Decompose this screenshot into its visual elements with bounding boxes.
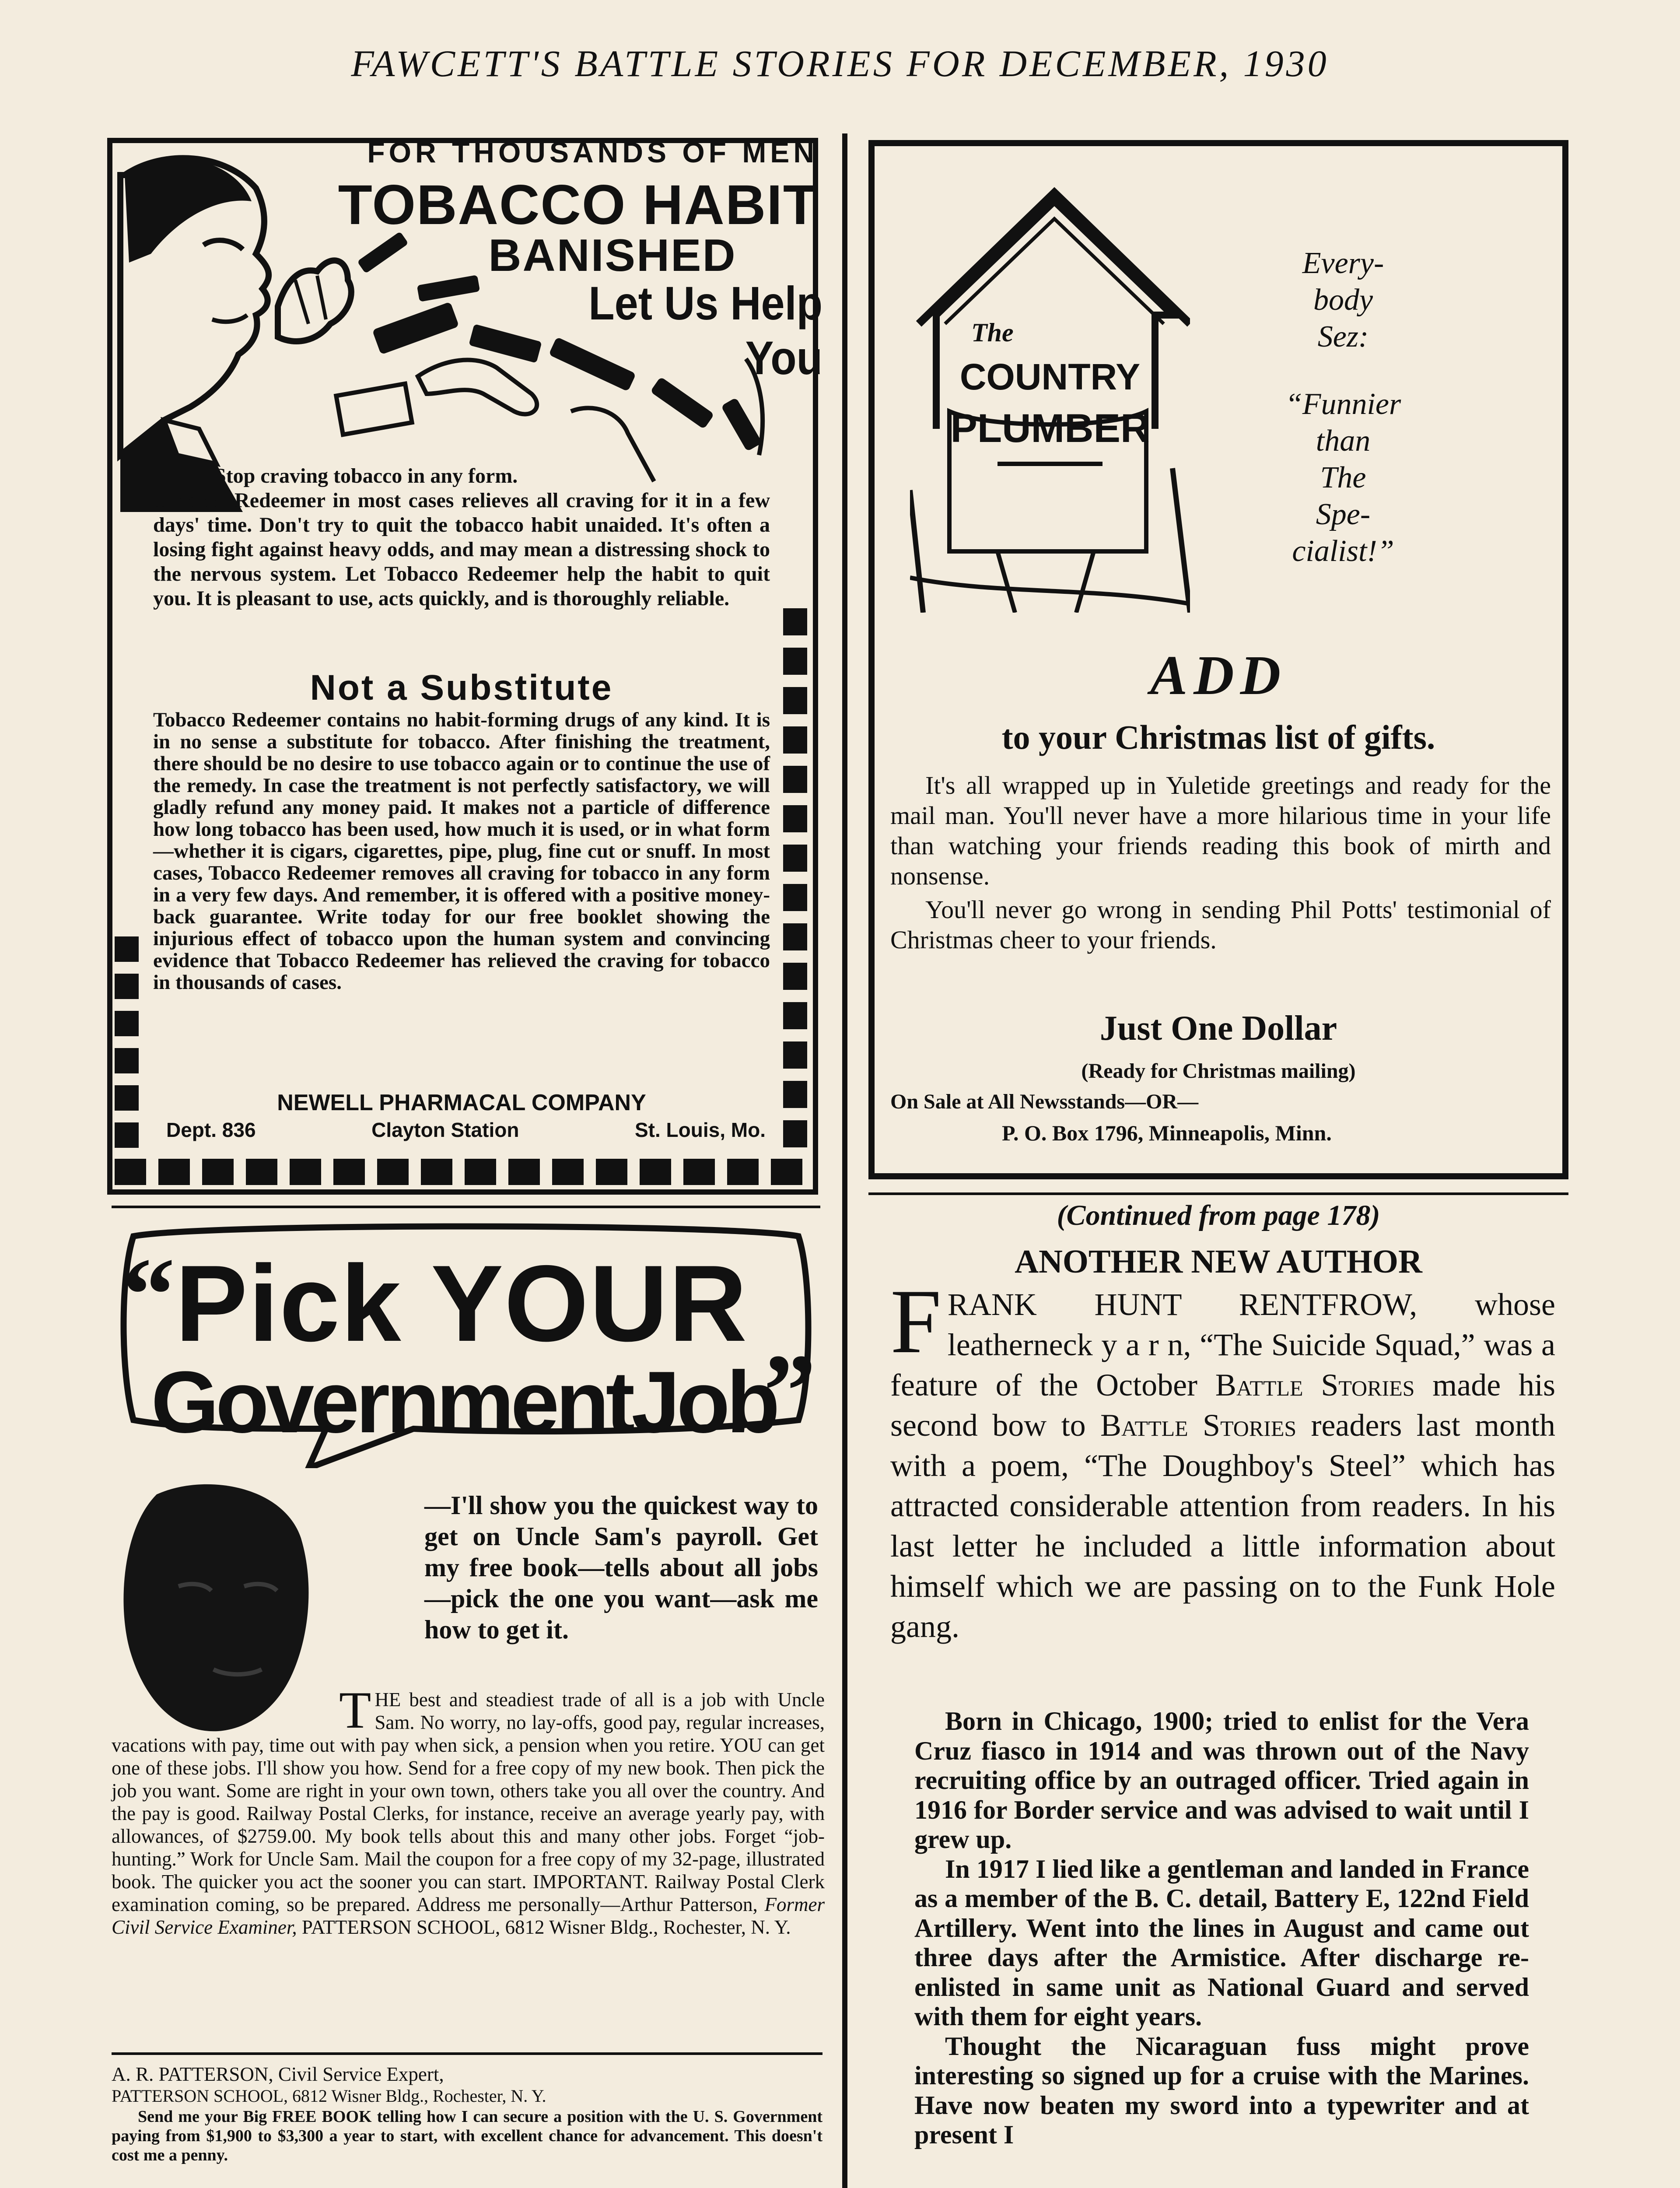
tobacco-headline-banished: BANISHED bbox=[488, 230, 737, 281]
plumber-side-quote bbox=[1256, 245, 1431, 570]
border-block bbox=[115, 974, 139, 999]
article-body bbox=[914, 1707, 1529, 2150]
tobacco-body-text: Tobacco Redeemer contains no habit-forming drugs of any kind. It is in no sense a substitute for tobacco. After finishing the treatment, there should be no desire to use tobacco again or to continue the use of the remedy. In case the treatment is not perfectly satisfactory, we will gladly refund any money paid. It makes not a particle of difference how long tobacco has been used, how much it is used, or in what form—whether it is cigars, cigarettes, pipe, plug, fine cut or snuff. In most cases, Tobacco Redeemer removes all craving for tobacco in any form in a very few days. And remember, it is offered with a positive money-back guarantee. Write today for our free booklet showing the injurious effect of tobacco upon the human system and convincing evidence that Tobacco Redeemer has relieved the craving for tobacco in thousands of cases. bbox=[153, 708, 770, 994]
gov-dropcap: T bbox=[339, 1681, 371, 1739]
tobacco-company: NEWELL PHARMACAL COMPANY bbox=[277, 1090, 646, 1115]
border-block bbox=[783, 608, 807, 635]
border-block bbox=[783, 687, 807, 714]
coupon-line-2: PATTERSON SCHOOL, 6812 Wisner Bldg., Rochester, N. Y. bbox=[112, 2086, 546, 2106]
border-block bbox=[246, 1159, 277, 1185]
tobacco-subhead: Not a Substitute bbox=[310, 668, 613, 708]
border-block bbox=[158, 1159, 190, 1185]
outhouse-sign-illustration bbox=[910, 184, 1190, 613]
border-block bbox=[783, 845, 807, 872]
side-line: than bbox=[1316, 424, 1371, 458]
open-quote-mark: “ bbox=[122, 1236, 175, 1353]
plumber-subheading: to your Christmas list of gifts. bbox=[1001, 718, 1435, 756]
border-block bbox=[783, 726, 807, 754]
sign-line2: PLUMBER bbox=[950, 406, 1150, 451]
border-block bbox=[377, 1159, 409, 1185]
tobacco-address bbox=[166, 1118, 766, 1142]
side-line: The bbox=[1320, 461, 1366, 494]
border-block bbox=[115, 1159, 146, 1185]
tobacco-tagline: Let Us Help You bbox=[588, 277, 822, 384]
lead-smallcaps-1: Battle Stories bbox=[1215, 1368, 1415, 1403]
border-block bbox=[115, 936, 139, 962]
coupon-divider bbox=[112, 2052, 822, 2055]
border-block bbox=[290, 1159, 321, 1185]
tobacco-lead-paragraph bbox=[153, 464, 770, 611]
border-block bbox=[783, 805, 807, 832]
article-para-2: In 1917 I lied like a gentleman and landed in France as a member of the B. C. detail, Battery E, 122nd Field Artillery. Went into the lines in August and came out three days after the Armistice. After discharge re-enlisted in same unit as National Guard and served with them for eight years. bbox=[914, 1854, 1529, 2031]
border-block bbox=[783, 766, 807, 793]
lead-part-b: made his second bow to bbox=[890, 1368, 1555, 1443]
plumber-add-heading: ADD bbox=[1150, 644, 1287, 706]
side-line: body bbox=[1313, 283, 1373, 317]
gov-title-line2: GovernmentJob bbox=[151, 1353, 777, 1451]
border-block bbox=[115, 1122, 139, 1148]
plumber-price: Just One Dollar bbox=[1099, 1009, 1337, 1048]
side-line: Sez: bbox=[1317, 320, 1369, 354]
border-block bbox=[465, 1159, 496, 1185]
side-line: Spe- bbox=[1316, 498, 1371, 531]
border-block bbox=[508, 1159, 540, 1185]
side-line: cialist!” bbox=[1292, 534, 1394, 568]
gov-signature-title: Former Civil Service Examiner, bbox=[112, 1893, 825, 1938]
tobacco-kicker: FOR THOUSANDS OF MEN bbox=[367, 136, 818, 168]
side-line: Every- bbox=[1302, 246, 1384, 280]
border-block bbox=[783, 963, 807, 990]
coupon-line-1: A. R. PATTERSON, Civil Service Expert, bbox=[112, 2063, 444, 2085]
gov-body-text: HE best and steadiest trade of all is a job with Uncle Sam. No worry, no lay-offs, good pay, regular increases, vacations with pay, time out with pay when sick, a pension when you retire. YOU can get one of these jobs. I'll show you how. Send for a free copy of my new book. Then pick the job you want. Some are right in your own town, others take you all over the country. And the pay is good. Railway Postal Clerks, for instance, receive an average yearly pay, with allowances, of $2759.00. My book tells about this and many other jobs. Forget “job-hunting.” Work for Uncle Sam. Mail the coupon for a free copy of my 32-page, illustrated book. The quicker you act the sooner you can start. IMPORTANT. Railway Postal Clerk examination coming, so be prepared. Address me personally—Arthur Patterson, bbox=[112, 1689, 825, 1915]
article-lead bbox=[890, 1271, 1555, 1647]
border-block bbox=[115, 1048, 139, 1073]
border-block bbox=[115, 1011, 139, 1036]
plumber-ready-note: (Ready for Christmas mailing) bbox=[1081, 1059, 1356, 1083]
tobacco-lead-text: Tobacco Redeemer in most cases relieves all craving for it in a few days' time. Don't try to quit the tobacco habit unaided. It's often a losing fight against heavy odds, and may mean a distressing shock to the nervous system. Let Tobacco Redeemer help the habit to quit you. It is pleasant to use, acts quickly, and is thoroughly reliable. bbox=[153, 489, 770, 610]
article-dropcap: F bbox=[890, 1271, 942, 1372]
sign-the-text: The bbox=[971, 318, 1014, 347]
border-block bbox=[596, 1159, 627, 1185]
lead-part-a: RANK HUNT RENTFROW, whose leatherneck y a r n, “The Suicide Squad,” was a feature of the October bbox=[890, 1287, 1555, 1403]
close-quote-mark: ” bbox=[763, 1332, 816, 1449]
gov-title-line1: Pick YOUR bbox=[175, 1242, 748, 1364]
plumber-body bbox=[890, 770, 1551, 958]
border-block bbox=[421, 1159, 452, 1185]
border-block bbox=[783, 1041, 807, 1069]
plumber-sale-line: On Sale at All Newsstands—OR— bbox=[890, 1090, 1199, 1113]
border-block bbox=[115, 1085, 139, 1111]
tobacco-headline: TOBACCO HABIT bbox=[338, 174, 818, 236]
plumber-po-box: P. O. Box 1796, Minneapolis, Minn. bbox=[1002, 1121, 1332, 1145]
tobacco-station: Clayton Station bbox=[371, 1119, 519, 1141]
coupon-request: Send me your Big FREE BOOK telling how I can secure a position with the U. S. Government paying from $1,900 to $3,300 a year to start, with excellent chance for advancement. This doesn't cost me a penny. bbox=[112, 2107, 822, 2164]
continued-from: (Continued from page 178) bbox=[1057, 1199, 1380, 1231]
lead-part-c: readers last month with a poem, “The Doughboy's Steel” which has attracted considerable attention from readers. In his last letter he included a little information about himself which we are passing on to the Funk Hole gang. bbox=[890, 1408, 1555, 1644]
gov-pitch: —I'll show you the quickest way to get on Uncle Sam's payroll. Get my free book—tells about all jobs—pick the one you want—ask me how to get it. bbox=[424, 1491, 818, 1644]
border-block bbox=[771, 1159, 802, 1185]
tobacco-lead-first: Stop craving tobacco in any form. bbox=[214, 464, 518, 487]
side-line: “Funnier bbox=[1285, 387, 1401, 421]
tobacco-city: St. Louis, Mo. bbox=[635, 1119, 766, 1141]
article-para-3: Thought the Nicaraguan fuss might prove interesting so signed up for a cruise with the Marines. Have now beaten my sword into a typewriter and at present I bbox=[914, 2031, 1529, 2149]
border-block bbox=[783, 1081, 807, 1108]
running-header: FAWCETT'S BATTLE STORIES FOR DECEMBER, 1930 bbox=[351, 42, 1329, 84]
border-block bbox=[552, 1159, 584, 1185]
article-para-1: Born in Chicago, 1900; tried to enlist for the Vera Cruz fiasco in 1914 and was thrown out of the Navy recruiting office by an outraged officer. Tried again in 1916 for Border service and was advised to wait until I grew up. bbox=[914, 1707, 1529, 1854]
border-block bbox=[783, 923, 807, 950]
border-block bbox=[727, 1159, 759, 1185]
plumber-para-2: You'll never go wrong in sending Phil Potts' testimonial of Christmas cheer to your friends. bbox=[890, 895, 1551, 954]
plumber-para-1: It's all wrapped up in Yuletide greetings and ready for the mail man. You'll never have a more hilarious time in your life than watching your friends reading this book of mirth and nonsense. bbox=[890, 771, 1551, 890]
gov-body bbox=[112, 1681, 825, 1939]
border-block bbox=[333, 1159, 365, 1185]
border-block bbox=[783, 648, 807, 675]
tobacco-dept: Dept. 836 bbox=[166, 1119, 256, 1141]
sign-line1: COUNTRY bbox=[959, 356, 1141, 397]
gov-signature-address: PATTERSON SCHOOL, 6812 Wisner Bldg., Rochester, N. Y. bbox=[301, 1916, 791, 1938]
article-title: ANOTHER NEW AUTHOR bbox=[1015, 1243, 1422, 1280]
lead-smallcaps-2: Battle Stories bbox=[1100, 1408, 1297, 1443]
border-block bbox=[783, 1002, 807, 1029]
coupon-text bbox=[112, 2063, 822, 2165]
border-block bbox=[683, 1159, 715, 1185]
border-block bbox=[202, 1159, 234, 1185]
border-block bbox=[640, 1159, 671, 1185]
column-divider bbox=[842, 133, 847, 2188]
left-section-divider bbox=[112, 1206, 820, 1208]
right-section-divider bbox=[868, 1192, 1568, 1195]
border-block bbox=[783, 1120, 807, 1147]
border-block bbox=[783, 884, 807, 911]
